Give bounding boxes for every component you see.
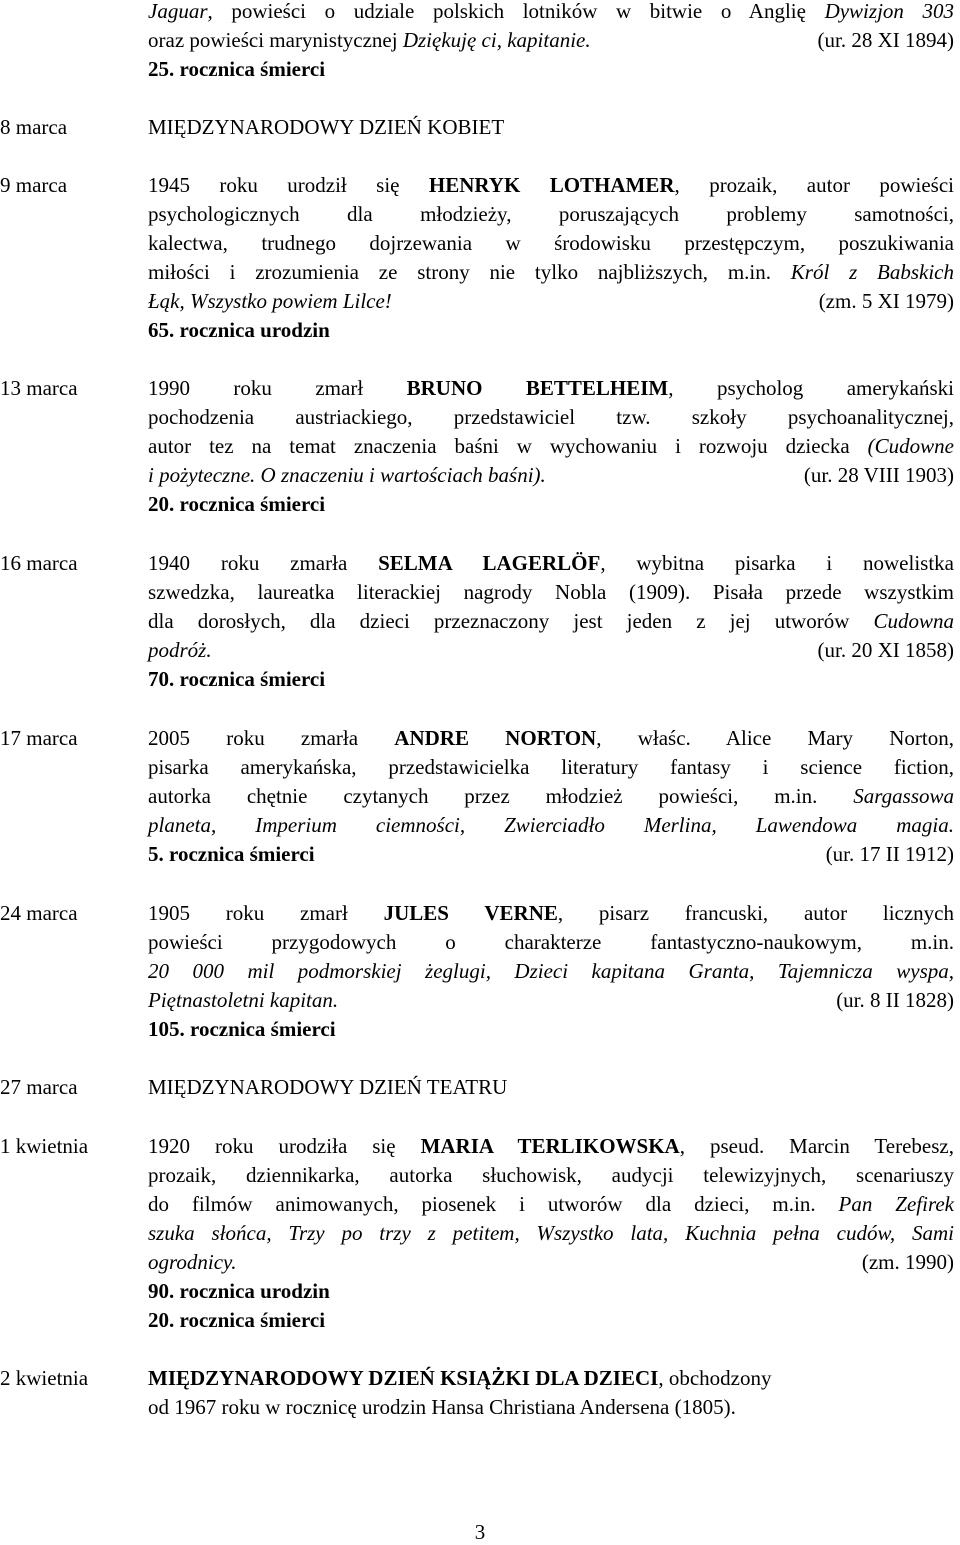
text-line	[148, 1277, 954, 1306]
text-line	[148, 287, 954, 316]
bold-text: 65. rocznica urodzin	[148, 318, 330, 342]
book-title: i pożyteczne. O znaczeniu i wartościach baśni).	[148, 463, 546, 487]
text-run: szwedzka, laureatka literackiej nagrody Nobla (1909). Pisała przede wszystkim	[148, 580, 954, 604]
bold-text: 105. rocznica śmierci	[148, 1017, 336, 1041]
text-run: kalectwa, trudnego dojrzewania w środowisku przestępczym, poszukiwania	[148, 231, 954, 255]
text-run: 2005 roku zmarła	[148, 726, 395, 750]
life-dates: (ur. 17 II 1912)	[825, 842, 954, 866]
bold-text: 70. rocznica śmierci	[148, 667, 326, 691]
text-line	[148, 229, 954, 258]
text-run: miłości i zrozumienia ze strony nie tylko najbliższych, m.in.	[148, 260, 791, 284]
text-line	[148, 1393, 954, 1422]
text-line	[148, 607, 954, 636]
text-line	[148, 1306, 954, 1335]
text-run: 1940 roku zmarła	[148, 551, 379, 575]
entry-text	[148, 724, 954, 869]
text-run: , wybitna pisarka i nowelistka	[600, 551, 954, 575]
bold-text: ANDRE NORTON	[394, 726, 597, 750]
bold-text: 25. rocznica śmierci	[148, 57, 326, 81]
life-dates: (zm. 5 XI 1979)	[818, 289, 954, 313]
text-line	[148, 1219, 954, 1248]
entry-text	[148, 1364, 954, 1422]
text-run: , powieści o udziale polskich lotników w bitwie o Anglię	[207, 0, 825, 23]
book-title: 20 000 mil podmorskiej żeglugi, Dzieci kapitana Granta, Tajemnicza wyspa,	[148, 959, 954, 983]
text-line	[148, 171, 954, 200]
entry-date: 27 marca	[0, 1075, 78, 1099]
bold-text: MARIA TERLIKOWSKA	[420, 1134, 680, 1158]
text-line	[148, 374, 954, 403]
text-line	[148, 986, 954, 1015]
text-line	[148, 1161, 954, 1190]
text-line	[148, 636, 954, 665]
book-title: Dziękuję ci, kapitanie.	[402, 28, 591, 52]
entry-text	[148, 374, 954, 519]
book-title: ogrodnicy.	[148, 1250, 237, 1274]
text-line	[148, 1073, 954, 1102]
text-line	[148, 928, 954, 957]
text-line	[148, 665, 954, 694]
book-title: Sargassowa	[853, 784, 954, 808]
book-title: Jaguar	[148, 0, 208, 23]
life-dates: (ur. 28 XI 1894)	[817, 28, 954, 52]
text-run: pisarka amerykańska, przedstawicielka literatury fantasy i science fiction,	[148, 755, 954, 779]
entry-text	[148, 113, 954, 142]
text-line	[148, 258, 954, 287]
bold-text: HENRYK LOTHAMER	[428, 173, 675, 197]
text-line	[148, 200, 954, 229]
entry-date: 2 kwietnia	[0, 1366, 89, 1390]
text-line	[148, 403, 954, 432]
text-run: , obchodzony	[658, 1366, 772, 1390]
entry-text	[148, 1132, 954, 1335]
text-line	[148, 899, 954, 928]
text-run: , właśc. Alice Mary Norton,	[596, 726, 954, 750]
text-line	[148, 840, 954, 869]
text-line	[148, 461, 954, 490]
entry-text	[148, 0, 954, 84]
text-run: 1945 roku urodził się	[148, 173, 429, 197]
text-line	[148, 1248, 954, 1277]
text-run: dla dorosłych, dla dzieci przeznaczony jest jeden z jej utworów	[148, 609, 874, 633]
entry-date: 1 kwietnia	[0, 1134, 89, 1158]
entry-date: 24 marca	[0, 901, 78, 925]
entry-text	[148, 549, 954, 694]
text-line	[148, 55, 954, 84]
text-line	[148, 316, 954, 345]
life-dates: (ur. 28 VIII 1903)	[803, 463, 954, 487]
page-number: 3	[474, 1520, 486, 1544]
entry-text	[148, 899, 954, 1044]
bold-text: BRUNO BETTELHEIM	[406, 376, 669, 400]
text-run: psychologicznych dla młodzieży, poruszających problemy samotności,	[148, 202, 954, 226]
entry-date: 8 marca	[0, 115, 68, 139]
text-line	[148, 1015, 954, 1044]
text-run: , pseud. Marcin Terebesz,	[679, 1134, 954, 1158]
text-run: 1990 roku zmarł	[148, 376, 407, 400]
book-title: Piętnastoletni kapitan.	[148, 988, 339, 1012]
text-line	[148, 1132, 954, 1161]
text-line	[148, 26, 954, 55]
entry-date: 16 marca	[0, 551, 78, 575]
text-run: MIĘDZYNARODOWY DZIEŃ TEATRU	[148, 1075, 508, 1099]
entry-date: 13 marca	[0, 376, 78, 400]
book-title: Dywizjon 303	[824, 0, 955, 23]
book-title: podróż.	[148, 638, 212, 662]
book-title: szuka słońca, Trzy po trzy z petitem, Wszystko lata, Kuchnia pełna cudów, Sami	[148, 1221, 954, 1245]
text-run: , prozaik, autor powieści	[674, 173, 954, 197]
life-dates: (zm. 1990)	[861, 1250, 954, 1274]
text-line	[148, 811, 954, 840]
text-line	[148, 578, 954, 607]
text-line	[148, 0, 954, 26]
text-run: MIĘDZYNARODOWY DZIEŃ KOBIET	[148, 115, 505, 139]
text-run: , pisarz francuski, autor licznych	[557, 901, 955, 925]
text-run: pochodzenia austriackiego, przedstawiciel tzw. szkoły psychoanalitycznej,	[148, 405, 954, 429]
bold-text: 90. rocznica urodzin	[148, 1279, 330, 1303]
text-line	[148, 724, 954, 753]
book-title: Pan Zefirek	[838, 1192, 955, 1216]
bold-text: SELMA LAGERLÖF	[378, 551, 601, 575]
book-title: (Cudowne	[867, 434, 954, 458]
text-line	[148, 753, 954, 782]
bold-text: JULES VERNE	[383, 901, 558, 925]
life-dates: (ur. 8 II 1828)	[836, 988, 954, 1012]
bold-text: 20. rocznica śmierci	[148, 492, 326, 516]
text-run: od 1967 roku w rocznicę urodzin Hansa Christiana Andersena (1805).	[148, 1395, 736, 1419]
book-title: Łąk, Wszystko powiem Lilce!	[148, 289, 392, 313]
book-title: Król z Babskich	[790, 260, 954, 284]
text-run: powieści przygodowych o charakterze fantastyczno-naukowym, m.in.	[148, 930, 954, 954]
text-run: do filmów animowanych, piosenek i utworów dla dzieci, m.in.	[148, 1192, 839, 1216]
text-line	[148, 549, 954, 578]
book-title: Cudowna	[873, 609, 954, 633]
text-run: , psycholog amerykański	[668, 376, 955, 400]
text-line	[148, 1364, 954, 1393]
book-title: planeta, Imperium ciemności, Zwierciadło Merlina, Lawendowa magia.	[148, 813, 954, 837]
text-line	[148, 113, 954, 142]
text-line	[148, 782, 954, 811]
text-run: autorka chętnie czytanych przez młodzież powieści, m.in.	[148, 784, 854, 808]
text-run: autor tez na temat znaczenia baśni w wychowaniu i rozwoju dziecka	[148, 434, 868, 458]
text-line	[148, 490, 954, 519]
bold-text: 20. rocznica śmierci	[148, 1308, 326, 1332]
entry-date: 9 marca	[0, 173, 68, 197]
text-run: oraz powieści marynistycznej	[148, 28, 403, 52]
bold-text: MIĘDZYNARODOWY DZIEŃ KSIĄŻKI DLA DZIECI	[148, 1366, 659, 1390]
life-dates: (ur. 20 XI 1858)	[817, 638, 954, 662]
text-line	[148, 432, 954, 461]
text-line	[148, 1190, 954, 1219]
entry-text	[148, 171, 954, 345]
text-run: 1905 roku zmarł	[148, 901, 384, 925]
text-line	[148, 957, 954, 986]
text-run: 1920 roku urodziła się	[148, 1134, 421, 1158]
entry-date: 17 marca	[0, 726, 78, 750]
entry-text	[148, 1073, 954, 1102]
text-run: prozaik, dziennikarka, autorka słuchowisk, audycji telewizyjnych, scenariuszy	[148, 1163, 954, 1187]
bold-text: 5. rocznica śmierci	[148, 842, 315, 866]
